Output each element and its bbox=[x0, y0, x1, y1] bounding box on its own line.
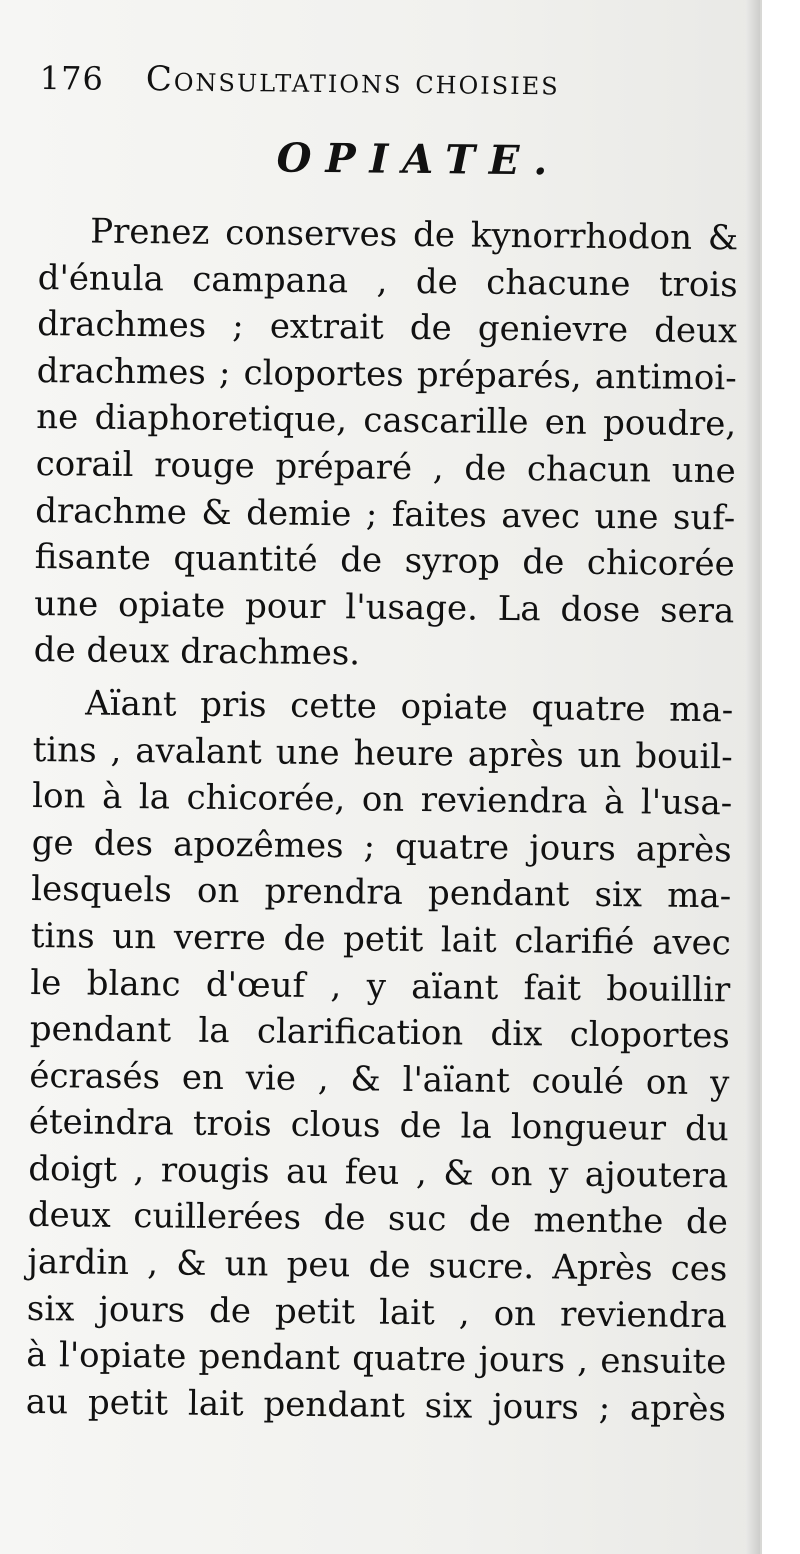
text-line: jardin , & un peu de sucre. Après ces bbox=[27, 1241, 728, 1290]
text-line: au petit lait pendant six jours ; après bbox=[25, 1381, 727, 1430]
text-line: drachmes ; cloportes préparés, antimoi- bbox=[36, 350, 737, 399]
text-line: fisante quantité de syrop de chicorée bbox=[34, 537, 735, 585]
text-line: tins , avalant une heure après un bouil- bbox=[32, 729, 733, 777]
page-number: 176 bbox=[39, 58, 105, 98]
text-line: corail rouge préparé , de chacun une bbox=[35, 443, 736, 492]
text-line: six jours de petit lait , on reviendra bbox=[26, 1288, 728, 1336]
text-line: à l'opiate pendant quatre jours , ensuite bbox=[26, 1335, 727, 1383]
running-head bbox=[39, 58, 740, 125]
text-line: éteindra trois clous de la longueur du bbox=[28, 1102, 730, 1150]
text-line: une opiate pour l'usage. La dose sera bbox=[34, 583, 735, 632]
text-line: tins un verre de petit lait clarifié avec bbox=[30, 915, 731, 964]
section-title: OPIATE. bbox=[276, 134, 562, 185]
text-line: Aïant pris cette opiate quatre ma- bbox=[85, 683, 734, 731]
text-line: pendant la clarification dix cloportes bbox=[29, 1009, 731, 1057]
text-line: deux cuillerées de suc de menthe de bbox=[27, 1195, 729, 1243]
text-line: de deux drachmes. bbox=[33, 630, 361, 674]
text-line: écrasés en vie , & l'aïant coulé on y bbox=[29, 1055, 730, 1103]
text-line: doigt , rougis au feu , & on y ajoutera bbox=[28, 1148, 729, 1197]
text-line: drachmes ; extrait de genievre deux bbox=[37, 304, 738, 352]
text-line: ne diaphoretique, cascarille en poudre, bbox=[36, 397, 737, 445]
text-line: le blanc d'œuf , y aïant fait bouillir bbox=[30, 962, 731, 1010]
running-title: Consultations choisies bbox=[145, 59, 560, 104]
text-line: ge des apozêmes ; quatre jours après bbox=[31, 822, 732, 871]
text-line: drachme & demie ; faites avec une suf- bbox=[35, 490, 736, 538]
paragraph-2 bbox=[26, 680, 734, 1433]
text-line: lesquels on prendra pendant six ma- bbox=[31, 869, 732, 917]
page-content bbox=[26, 58, 740, 1433]
text-line: lon à la chicorée, on reviendra à l'usa- bbox=[32, 776, 733, 824]
text-line: d'énula campana , de chacune trois bbox=[37, 257, 738, 305]
text-line: Prenez conserves de kynorrhodon & bbox=[89, 211, 739, 259]
paragraph-1 bbox=[34, 208, 739, 681]
